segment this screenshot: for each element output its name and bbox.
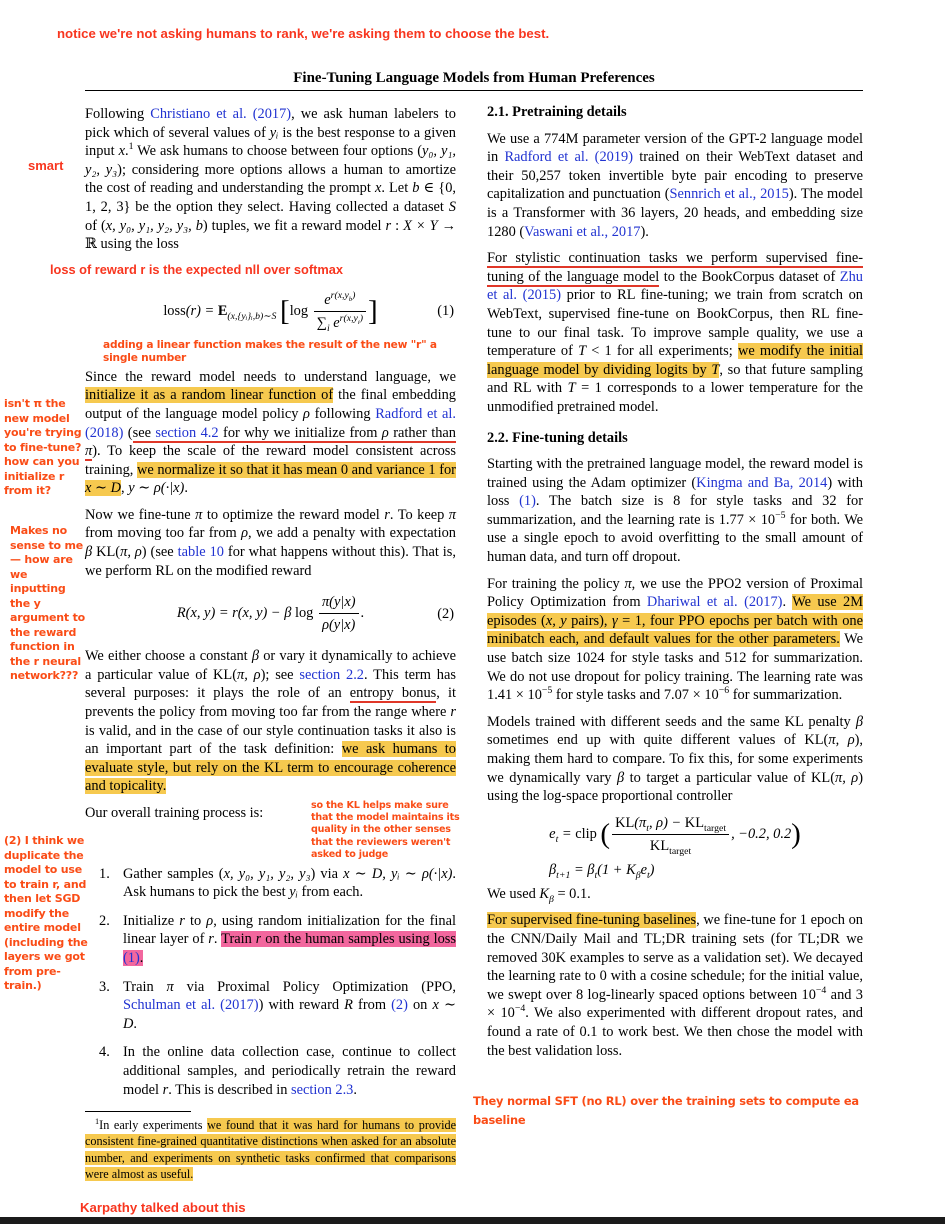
text-segment: π xyxy=(195,506,203,523)
text-segment: We use 2M episodes ( xyxy=(487,594,863,629)
text-segment: initialize it as a random linear function of xyxy=(85,387,334,404)
text-segment: (1 + K xyxy=(597,861,636,878)
text-segment: Initialize xyxy=(123,912,180,929)
text-segment: from each. xyxy=(297,884,364,901)
annotation-top-note: notice we're not asking humans to rank, we're asking them to choose the best. xyxy=(57,26,550,41)
text-segment: ρ xyxy=(303,405,310,422)
equation-controller-et-body xyxy=(549,814,801,857)
text-segment: the final embedding output of the language model policy xyxy=(85,387,456,422)
citation-link[interactable]: Kingma and Ba, 2014 xyxy=(696,474,828,491)
text-segment: is the best response to a given input xyxy=(85,124,456,160)
text-segment: target xyxy=(703,822,727,834)
text-segment: For supervised fine-tuning baselines xyxy=(487,912,697,929)
text-segment: or vary it dynamically to achieve a particular value of KL( xyxy=(85,648,457,683)
text-segment: = β xyxy=(570,861,595,878)
text-segment: −4 xyxy=(514,1003,526,1015)
text-segment: π xyxy=(624,575,632,592)
citation-link[interactable]: Dhariwal et al. (2017) xyxy=(646,594,783,611)
paragraph-labelers xyxy=(85,105,456,254)
text-segment: ρ(y|x) xyxy=(322,617,356,634)
text-segment: x, y₀, y₁, y₂, y₃ xyxy=(223,865,311,882)
text-segment: We used xyxy=(487,885,540,902)
text-segment: r xyxy=(179,912,185,929)
heading-pretraining-details: 2.1. Pretraining details xyxy=(487,104,627,120)
text-segment: Train xyxy=(221,931,256,948)
text-segment: For training the policy xyxy=(487,575,625,592)
text-segment: y₀, y₁, y₂, y₃ xyxy=(85,143,456,178)
text-segment: E xyxy=(217,302,228,319)
text-segment xyxy=(340,313,363,324)
list-item-2 xyxy=(85,912,456,968)
text-segment: . xyxy=(124,143,129,160)
text-segment: . We also experimented with different dropout rates, and found a rate of 0.1 to work best. We then chose the model with the best validation loss. xyxy=(487,1005,863,1059)
text-segment: . The batch size is 8 for style tasks and 32 for summarization, and the learning rate is 1.77 × 10 xyxy=(487,493,863,528)
text-segment: ] xyxy=(368,294,378,327)
text-segment: see xyxy=(132,424,156,441)
window-bottom-bar xyxy=(0,1217,945,1224)
paragraph-gpt2 xyxy=(487,130,863,242)
text-segment: ρ xyxy=(206,912,214,929)
text-segment: Starting with the pretrained language model, the reward model is trained using the Adam optimizer ( xyxy=(487,456,863,491)
text-segment: ), making them hard to compare. To fix this, for some experiments we dynamically vary xyxy=(487,732,863,786)
text-segment: ). xyxy=(640,223,649,240)
text-segment: ) with reward xyxy=(258,997,345,1014)
text-segment: T xyxy=(567,380,576,397)
text-segment: is valid, and in the case of our style continuation tasks it also is an important part of the task definition: xyxy=(85,722,456,758)
paragraph-beta-choice xyxy=(85,647,456,796)
text-segment: π, ρ xyxy=(120,544,142,561)
text-segment: ) using the log-space proportional controller xyxy=(487,769,863,805)
text-segment: , we ask human labelers to pick which of several values of xyxy=(85,106,456,141)
text-segment: of ( xyxy=(85,217,106,234)
text-segment: sometimes end up with quite different values of KL( xyxy=(487,732,829,749)
paragraph-adam xyxy=(487,455,863,567)
list-number-2: 2. xyxy=(99,912,110,929)
text-segment: . xyxy=(139,949,144,966)
text-segment: β xyxy=(85,544,93,561)
text-segment: : xyxy=(391,217,404,234)
text-segment: e xyxy=(329,314,340,331)
citation-link[interactable]: (1) xyxy=(123,949,140,966)
text-segment: for both. We use a single epoch to avoid overfitting to the small amount of human data, and turn off dropout. xyxy=(487,511,864,566)
heading-finetuning-details: 2.2. Fine-tuning details xyxy=(487,429,628,446)
text-segment: we ask humans to evaluate style, but rely on the KL term to encourage coherence and topicality. xyxy=(85,741,456,795)
footnote-divider xyxy=(85,1111,191,1112)
text-segment: prior to RL fine-tuning; we train from scratch on WebText, supervised fine-tune on BookCorpus, then RL fine-tune to our final task. To improve sample quality, we use a temperature of xyxy=(487,287,863,360)
text-segment: π xyxy=(166,978,174,995)
text-segment: , so that future sampling and RL with xyxy=(487,361,863,397)
list-body-4 xyxy=(123,1043,456,1099)
text-segment: ) via xyxy=(310,865,344,882)
text-segment: T xyxy=(578,343,587,360)
paragraph-stylistic-continuation xyxy=(487,249,863,416)
text-segment: r(x,y xyxy=(330,289,349,301)
text-segment: t xyxy=(555,833,559,845)
text-segment: ( xyxy=(123,424,133,441)
text-segment: We use batch size 1024 for style tasks and 512 for summarization. We do not use dropout for policy training. The learning rate was 1.41 × 10 xyxy=(487,631,863,704)
citation-link[interactable]: section 2.2 xyxy=(299,666,364,683)
text-segment: t xyxy=(646,822,649,834)
text-segment: ); see xyxy=(260,666,300,683)
text-segment xyxy=(319,593,359,634)
text-segment: yᵢ xyxy=(269,124,279,141)
text-segment: We ask humans to choose between four options ( xyxy=(133,143,423,160)
annotation-loss-note: loss of reward r is the expected nll over softmax xyxy=(50,261,344,277)
list-item-3 xyxy=(85,978,456,1034)
text-segment: = xyxy=(558,825,576,842)
paragraph-training-process-intro-wrap xyxy=(85,800,460,860)
citation-link[interactable]: Radford et al. (2018) xyxy=(85,405,456,441)
annotation-duplicate-model: (2) I think we duplicate the model to use to train r, and then let SGD modify the entire model (including the layers we got from pre-train.) xyxy=(4,834,88,992)
text-segment: ∑ xyxy=(316,314,327,331)
list-number-1: 1. xyxy=(99,865,110,882)
text-segment: Our overall training process is: xyxy=(85,805,264,822)
text-segment: KL xyxy=(649,837,670,854)
citation-link[interactable]: Radford et al. (2019) xyxy=(504,149,634,166)
text-segment: . xyxy=(133,1015,138,1032)
text-segment: ( xyxy=(600,817,611,850)
text-segment: ∈ {0, 1, 2, 3} be the option they select. Having collected a dataset xyxy=(85,180,456,215)
text-segment: ) tuples, we fit a reward model xyxy=(202,217,386,234)
text-segment: . xyxy=(184,480,188,497)
text-segment: We either choose a constant xyxy=(85,648,252,665)
text-segment: ); considering more options allows a human to amortize the cost of reading and understanding the prompt xyxy=(85,161,456,197)
text-segment: to xyxy=(184,912,207,929)
text-segment: π xyxy=(448,506,457,523)
text-segment xyxy=(319,593,359,613)
paragraph-kbeta xyxy=(487,885,863,904)
text-segment: Since the reward model needs to understand language, we xyxy=(85,368,456,385)
text-segment: for what happens without this). That is, we perform RL on the modified reward xyxy=(85,544,457,579)
text-segment: 1 xyxy=(128,141,134,153)
text-segment: we normalize it so that it has mean 0 and variance 1 for xyxy=(136,461,456,478)
text-segment: r xyxy=(385,217,392,234)
title-divider xyxy=(85,90,863,91)
paragraph-kl-controller xyxy=(487,713,863,806)
list-number-3: 3. xyxy=(99,978,110,995)
text-segment: (r) = xyxy=(185,302,218,319)
text-segment: Now we fine-tune xyxy=(85,506,196,523)
equation-1-number: (1) xyxy=(437,303,454,320)
text-segment: following xyxy=(309,405,376,422)
text-segment: In the online data collection case, continue to collect additional samples, and periodically retrain the reward model xyxy=(123,1044,456,1098)
text-segment: S xyxy=(448,198,456,215)
equation-controller-beta xyxy=(487,861,863,879)
text-segment: . This term has several purposes: it plays the role of an xyxy=(85,666,456,702)
citation-link[interactable]: section 2.3 xyxy=(291,1081,354,1098)
text-segment: X × Y xyxy=(403,217,438,234)
text-segment: −5 xyxy=(775,510,786,522)
text-segment: KL xyxy=(615,814,635,831)
text-segment: x ∼ D xyxy=(123,997,457,1032)
text-segment: . xyxy=(213,931,222,948)
text-segment: K xyxy=(539,885,549,902)
text-segment: loss xyxy=(163,302,186,319)
text-segment: = 1 corresponds to a lower temperature for the unmodified pretrained model. xyxy=(487,380,863,415)
text-segment: from xyxy=(352,997,392,1014)
text-segment: r xyxy=(384,506,390,523)
text-segment: π(y|x) xyxy=(321,594,356,611)
citation-link[interactable]: Sennrich et al., 2015 xyxy=(669,186,789,203)
text-segment: (π xyxy=(634,814,647,831)
text-segment: t+1 xyxy=(556,869,571,881)
text-segment: t xyxy=(646,869,650,881)
list-number-4: 4. xyxy=(99,1044,110,1061)
text-segment: π, ρ xyxy=(237,666,261,683)
text-segment: ). To keep the scale of the reward model consistent across training, xyxy=(85,443,456,478)
text-segment: . Let xyxy=(381,180,413,197)
citation-link[interactable]: (1) xyxy=(519,493,536,510)
text-segment: x, y xyxy=(545,612,567,629)
text-segment: r xyxy=(450,704,456,721)
text-segment: ) xyxy=(359,312,363,324)
text-segment: γ xyxy=(611,612,618,629)
text-segment: r(x,y xyxy=(339,312,358,324)
text-segment: e xyxy=(640,861,647,878)
text-segment: rather than xyxy=(388,424,456,441)
text-segment: r xyxy=(208,931,214,948)
page-title: Fine-Tuning Language Models from Human Preferences xyxy=(293,70,655,86)
citation-link[interactable]: table 10 xyxy=(177,544,224,561)
citation-link[interactable]: (2) xyxy=(391,997,408,1014)
text-segment: x ∼ D xyxy=(85,480,122,497)
text-segment: . To keep xyxy=(389,506,449,523)
text-segment: x xyxy=(374,180,382,197)
citation-link[interactable]: Zhu et al. (2015) xyxy=(487,268,863,304)
text-segment: . xyxy=(353,1081,357,1098)
text-segment xyxy=(314,291,366,332)
text-segment: entropy bonus xyxy=(349,685,437,702)
text-segment: π, ρ xyxy=(828,732,855,749)
text-segment: for why we initialize from xyxy=(218,424,382,441)
citation-link[interactable]: section 4.2 xyxy=(155,424,219,441)
paragraph-reward-init xyxy=(85,368,456,498)
text-segment: < 1 for all experiments; xyxy=(586,343,738,360)
text-segment: = 0.1. xyxy=(553,885,591,902)
text-segment xyxy=(612,814,729,855)
paragraph-sft-baselines xyxy=(487,911,863,1060)
text-segment: β xyxy=(616,769,625,786)
text-segment: from moving too far from xyxy=(85,525,242,542)
text-segment: clip xyxy=(575,825,597,842)
text-segment xyxy=(331,290,356,301)
text-segment: = 1, four PPO epochs per batch with one minibatch each, and default values for the other parameters. xyxy=(487,612,863,648)
text-segment: , xyxy=(121,480,129,497)
equation-controller-beta-body xyxy=(549,861,655,881)
text-segment: Following xyxy=(85,106,151,122)
equation-1-body xyxy=(163,289,378,334)
list-body-2 xyxy=(123,912,456,968)
text-segment: to target a particular value of KL( xyxy=(624,769,835,786)
text-segment: . Ask humans to pick the best xyxy=(123,865,456,901)
text-segment: x, y₀, y₁, y₂, y₃, b xyxy=(105,217,203,234)
text-segment: e xyxy=(549,825,556,842)
text-segment: β xyxy=(549,893,554,905)
text-segment: KL( xyxy=(92,544,121,561)
text-segment: ) with loss xyxy=(487,474,863,510)
text-segment: t xyxy=(594,869,598,881)
citation-link[interactable]: Schulman et al. (2017) xyxy=(123,997,259,1014)
text-segment: ) xyxy=(791,817,801,850)
text-segment: b xyxy=(348,295,353,303)
paragraph-finetune-pi xyxy=(85,506,456,580)
text-segment: yᵢ xyxy=(289,884,298,901)
citation-link[interactable]: Christiano et al. (2017) xyxy=(150,106,292,122)
text-segment: −5 xyxy=(541,685,553,697)
text-segment: , using random initialization for the final linear layer of xyxy=(123,912,456,948)
text-segment: ρ xyxy=(241,525,249,542)
equation-controller-et xyxy=(487,814,863,855)
equation-2 xyxy=(85,593,456,634)
text-segment: Train xyxy=(123,978,167,995)
text-segment: Gather samples ( xyxy=(123,865,224,882)
right-column xyxy=(473,103,864,1129)
text-segment: y ∼ ρ(·|x) xyxy=(128,480,185,497)
text-segment: β xyxy=(855,713,863,730)
text-segment: [ xyxy=(280,294,290,327)
text-segment: ). The model is a Transformer with 36 layers, 20 heads, and embedding size 1280 ( xyxy=(487,186,863,240)
text-segment: . xyxy=(782,594,793,611)
text-segment xyxy=(314,311,366,332)
text-segment: , we fine-tune for 1 epoch on the CNN/Daily Mail and TL;DR training sets (for TL;DR we removed 30K examples to serve as a validation set). We decayed the learning rate to 0 with a cosine schedule; for the initial value, we swept over 8 log-linearly spaced options between 10 xyxy=(487,912,863,1003)
text-segment: b xyxy=(412,180,420,197)
text-segment: R(x, y) = r(x, y) − β xyxy=(176,605,295,622)
text-segment: trained on their WebText dataset and their 50,257 token invertible byte pair encoding to preserve capitalization and punctuation ( xyxy=(487,149,863,203)
text-segment: β xyxy=(635,869,641,881)
text-segment: e xyxy=(324,291,331,308)
annotation-linear-note: adding a linear function makes the result of the new "r" a single number xyxy=(103,338,437,364)
text-segment: We use a 774M parameter version of the GPT-2 language model in xyxy=(487,130,863,166)
text-segment: on xyxy=(407,997,433,1014)
annotation-init-question: isn't π the new model you're trying to fine-tune? how can you initialize r from it? xyxy=(4,397,82,497)
list-item-4 xyxy=(85,1043,456,1099)
text-segment: for summarization. xyxy=(729,687,843,704)
text-segment: −4 xyxy=(815,984,827,996)
text-segment: Models trained with different seeds and the same KL penalty xyxy=(487,713,856,730)
text-segment: 1 xyxy=(95,1117,100,1127)
text-segment: −6 xyxy=(718,685,730,697)
text-segment: For stylistic continuation tasks we perform supervised fine-tuning of the language model xyxy=(487,250,863,285)
text-segment: and 3 × 10 xyxy=(487,986,863,1022)
list-body-1 xyxy=(123,865,456,902)
text-segment: → ℝ using the loss xyxy=(85,217,456,253)
text-segment: , −0.2, 0.2 xyxy=(731,825,792,842)
text-segment: i xyxy=(326,322,330,334)
annotation-kl-note: so the KL helps make sure that the model maintains its quality in the other senses that the reviewers weren't asked to judge xyxy=(311,800,460,860)
text-segment: ) (see xyxy=(141,544,178,561)
text-segment: ) xyxy=(649,861,655,878)
text-segment xyxy=(612,814,729,834)
left-column xyxy=(50,105,460,1216)
text-segment: i xyxy=(357,318,360,326)
list-item-1 xyxy=(85,865,456,902)
text-segment: we found that it was hard for humans to provide consistent fine-grained quantitative distinctions when asked for an absolute number, and experiments on synthetic tasks confirmed that comparisons were almost as useful. xyxy=(85,1118,456,1181)
text-segment: ρ xyxy=(381,424,389,441)
text-segment: r xyxy=(162,1081,169,1098)
text-segment xyxy=(319,613,359,634)
text-segment: (x,{yᵢ}ᵢ,b)∼S xyxy=(227,310,277,322)
annotation-karpathy: Karpathy talked about this xyxy=(80,1199,246,1215)
text-segment: π, ρ xyxy=(834,769,859,786)
citation-link[interactable]: Vaswani et al., 2017 xyxy=(524,223,641,240)
text-segment: , we add a penalty with expectation xyxy=(248,525,456,542)
text-segment: for style tasks and 7.07 × 10 xyxy=(552,687,719,704)
text-segment: r xyxy=(255,931,262,948)
text-segment xyxy=(612,834,729,855)
text-segment: β xyxy=(251,648,260,665)
equation-1 xyxy=(85,291,456,332)
annotation-sft-note: They normal SFT (no RL) over the training sets to compute ea baseline xyxy=(473,1094,859,1127)
text-segment: . This is described in xyxy=(168,1081,292,1098)
text-segment: to the BookCorpus dataset of xyxy=(659,268,840,285)
text-segment: log xyxy=(289,302,312,319)
text-segment: to optimize the reward model xyxy=(202,506,385,523)
text-segment: R xyxy=(344,997,353,1014)
text-segment: ) xyxy=(352,289,356,301)
paragraph-ppo2 xyxy=(487,575,863,705)
text-segment: target xyxy=(669,845,692,857)
equation-2-number: (2) xyxy=(437,605,454,622)
text-segment: . xyxy=(360,605,365,622)
text-segment xyxy=(314,291,366,311)
text-segment: on the human samples using loss xyxy=(261,931,456,948)
text-segment: log xyxy=(294,605,317,622)
text-segment: , ρ) − xyxy=(648,814,685,831)
text-segment: π xyxy=(85,443,93,460)
text-segment: KL xyxy=(684,814,704,831)
text-segment: In early experiments xyxy=(99,1118,208,1133)
footnote-1 xyxy=(85,1117,456,1182)
text-segment: via Proximal Policy Optimization (PPO, xyxy=(173,978,456,995)
text-segment: we modify the initial language model by dividing logits by xyxy=(487,343,863,378)
text-segment: , we use the PPO2 version of Proximal Policy Optimization from xyxy=(487,575,863,611)
text-segment: pairs), xyxy=(566,612,612,629)
annotation-makes-no-sense: Makes no sense to me — how are we inputting the y argument to the reward function in the r neural network??? xyxy=(10,524,86,682)
annotation-smart: smart xyxy=(28,158,64,173)
text-segment: x ∼ D, yᵢ ∼ ρ(·|x) xyxy=(343,865,453,882)
text-segment: x xyxy=(118,143,125,160)
text-segment: β xyxy=(549,861,557,878)
text-segment: , it prevents the policy from moving too far from the range where xyxy=(85,685,456,721)
list-body-3 xyxy=(123,978,456,1034)
text-segment: T xyxy=(711,361,720,378)
